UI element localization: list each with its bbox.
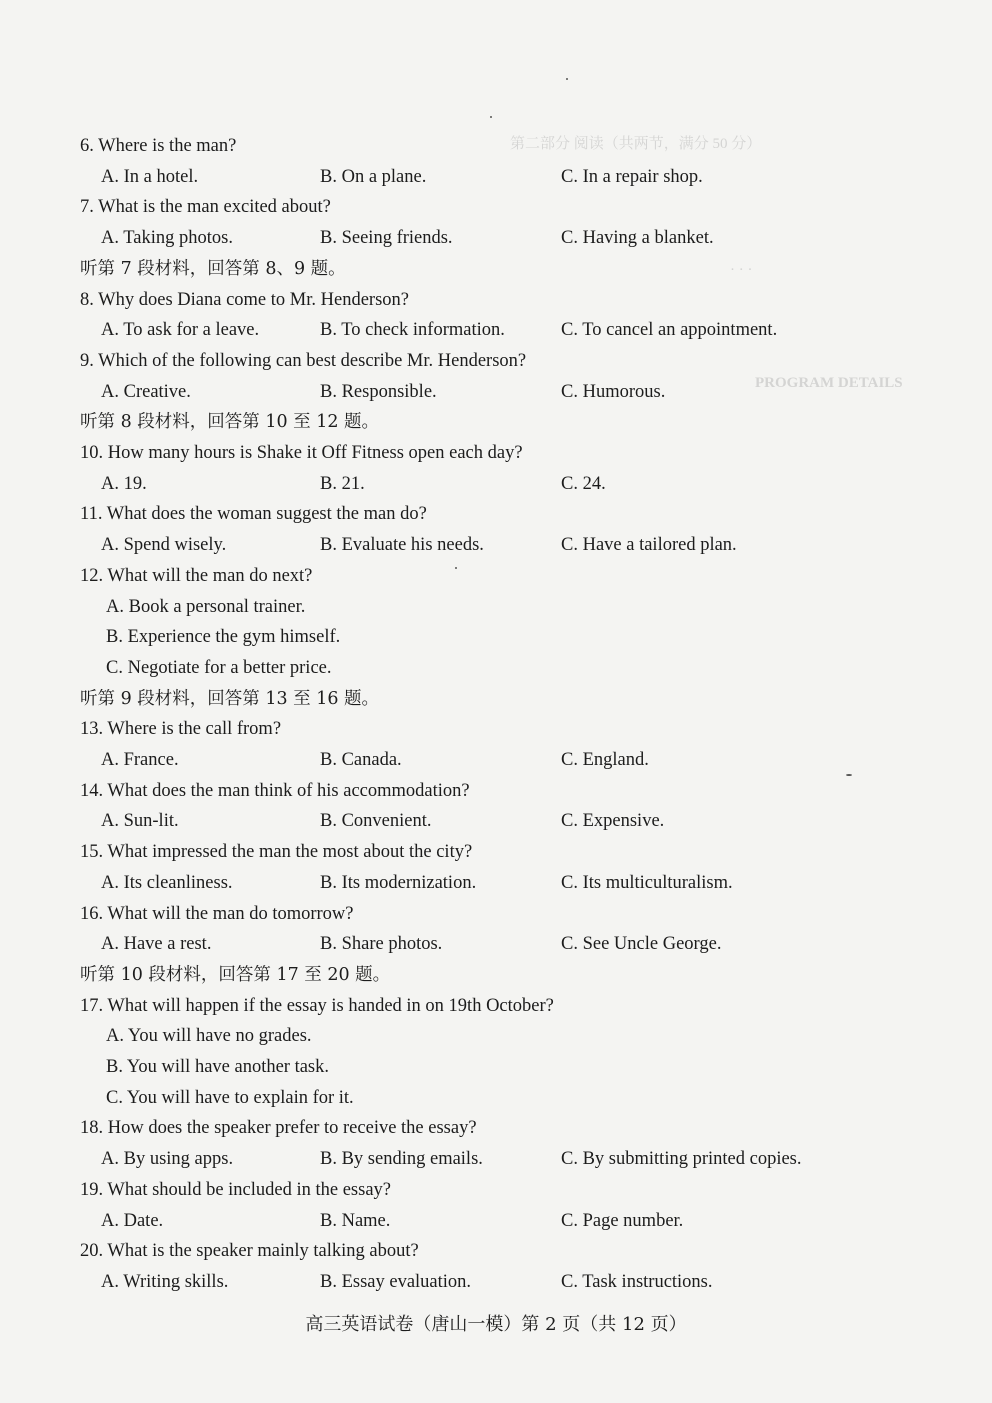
bleed-through-text: PROGRAM DETAILS [755, 375, 903, 391]
section-heading: 听第 9 段材料，回答第 13 至 16 题。 [80, 688, 380, 709]
answer-option: C. You will have to explain for it. [106, 1087, 354, 1108]
answer-option-c: C. Its multiculturalism. [561, 872, 733, 893]
answer-option-c: C. Humorous. [561, 381, 666, 402]
speck [846, 774, 852, 776]
answer-option-c: C. Having a blanket. [561, 228, 714, 249]
answer-option: C. Negotiate for a better price. [106, 657, 332, 678]
answer-option-c: C. England. [561, 750, 649, 770]
answer-option-a: A. Date. [101, 1210, 164, 1231]
question-stem: 9. Which of the following can best describe Mr. Henderson? [80, 350, 527, 371]
answer-option-b: B. Responsible. [320, 381, 437, 402]
answer-option-b: B. Share photos. [320, 934, 443, 955]
answer-option: A. Book a personal trainer. [106, 596, 306, 617]
answer-option-b: B. On a plane. [320, 166, 427, 187]
answer-option-b: B. Seeing friends. [320, 228, 453, 249]
question-stem: 13. Where is the call from? [80, 719, 282, 740]
answer-option-c: C. See Uncle George. [561, 934, 722, 955]
question-stem: 12. What will the man do next? [80, 565, 313, 586]
speck [566, 78, 568, 80]
question-stem: 17. What will happen if the essay is handed in on 19th October? [80, 995, 554, 1016]
answer-option-a: A. Have a rest. [101, 934, 212, 955]
question-stem: 6. Where is the man? [80, 136, 237, 156]
answer-option-c: C. Expensive. [561, 811, 665, 832]
question-stem: 18. How does the speaker prefer to receive the essay? [80, 1118, 477, 1139]
section-heading: 听第 8 段材料，回答第 10 至 12 题。 [80, 412, 380, 433]
answer-option-c: C. Have a tailored plan. [561, 535, 737, 556]
speck [455, 567, 457, 569]
answer-option-a: A. To ask for a leave. [101, 320, 260, 341]
answer-option-a: A. France. [101, 750, 179, 770]
answer-option-c: C. To cancel an appointment. [561, 320, 778, 341]
answer-option-a: A. Its cleanliness. [101, 872, 233, 893]
question-stem: 7. What is the man excited about? [80, 197, 331, 218]
answer-option-c: C. 24. [561, 473, 606, 494]
answer-option-b: B. To check information. [320, 320, 505, 341]
answer-option-a: A. Creative. [101, 381, 191, 402]
answer-option-b: B. Evaluate his needs. [320, 535, 484, 556]
bleed-through-text: 第二部分 阅读（共两节，满分 50 分） [510, 136, 762, 152]
answer-option-a: A. By using apps. [101, 1149, 234, 1170]
question-stem: 15. What impressed the man the most about the city? [80, 842, 473, 863]
section-heading: 听第 7 段材料，回答第 8、9 题。 [80, 258, 346, 279]
answer-option-a: A. Sun-lit. [101, 811, 179, 832]
bleed-through-text: · · · [730, 262, 753, 278]
question-stem: 16. What will the man do tomorrow? [80, 903, 354, 924]
answer-option: B. You will have another task. [106, 1057, 330, 1077]
answer-option-c: C. By submitting printed copies. [561, 1149, 802, 1170]
answer-option-a: A. In a hotel. [101, 166, 199, 187]
answer-option-c: C. Task instructions. [561, 1271, 713, 1292]
answer-option-b: B. Convenient. [320, 811, 432, 832]
question-stem: 11. What does the woman suggest the man do? [80, 504, 427, 525]
question-stem: 10. How many hours is Shake it Off Fitness open each day? [80, 443, 523, 463]
answer-option-a: A. Taking photos. [101, 228, 233, 249]
answer-option: B. Experience the gym himself. [106, 627, 341, 648]
section-heading: 听第 10 段材料，回答第 17 至 20 题。 [80, 964, 391, 985]
answer-option-b: B. Name. [320, 1210, 391, 1231]
answer-option-c: C. In a repair shop. [561, 166, 703, 187]
answer-option-c: C. Page number. [561, 1210, 684, 1231]
question-stem: 8. Why does Diana come to Mr. Henderson? [80, 289, 409, 310]
answer-option: A. You will have no grades. [106, 1026, 312, 1047]
answer-option-b: B. Its modernization. [320, 872, 477, 893]
answer-option-b: B. 21. [320, 473, 365, 494]
page-footer: 高三英语试卷（唐山一模）第 2 页（共 12 页） [305, 1314, 687, 1335]
question-stem: 14. What does the man think of his accommodation? [80, 780, 470, 801]
answer-option-b: B. Canada. [320, 750, 402, 770]
question-stem: 20. What is the speaker mainly talking about? [80, 1241, 419, 1262]
speck [490, 116, 492, 118]
question-stem: 19. What should be included in the essay? [80, 1179, 392, 1200]
answer-option-a: A. Writing skills. [101, 1271, 229, 1292]
answer-option-a: A. Spend wisely. [101, 535, 227, 556]
answer-option-b: B. By sending emails. [320, 1149, 483, 1170]
answer-option-a: A. 19. [101, 473, 147, 494]
answer-option-b: B. Essay evaluation. [320, 1271, 472, 1292]
